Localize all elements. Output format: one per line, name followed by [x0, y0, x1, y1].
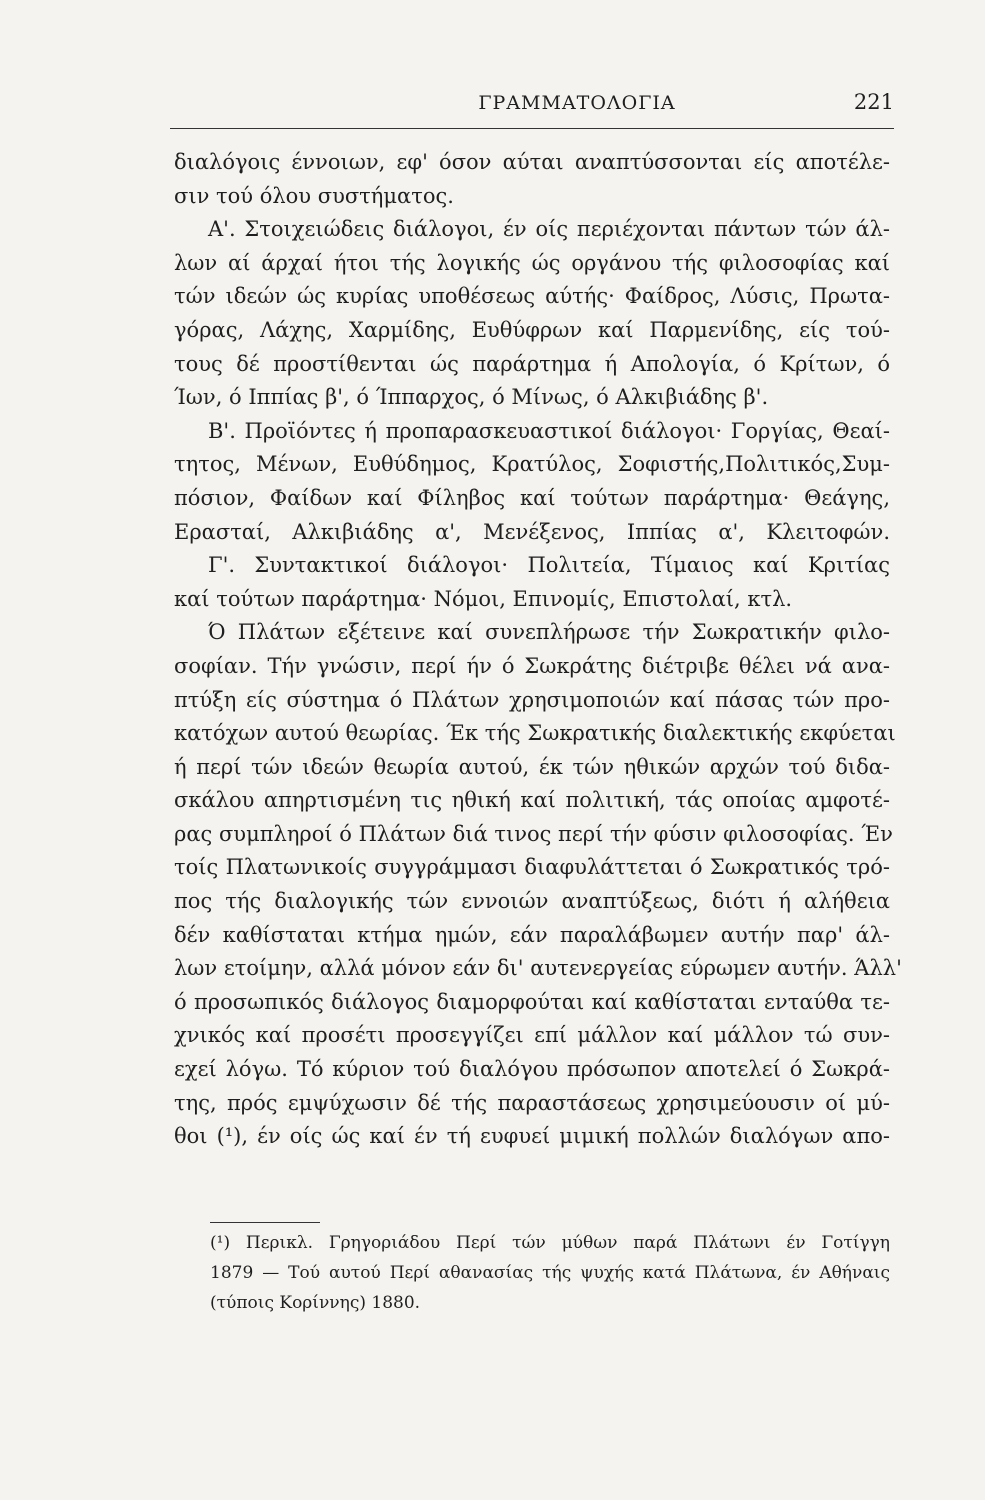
text-line: δέν καθίσταται κτήμα ημών, εάν παραλάβωμεν αυτήν παρ' άλ-: [174, 922, 890, 947]
text-line: Ερασταί, Αλκιβιάδης α', Μενέξενος, Ιππίας α', Κλειτοφών.: [174, 519, 890, 544]
footnotes: [210, 1228, 890, 1318]
footnote-line: (¹) Περικλ. Γρηγοριάδου Περί τών μύθων παρά Πλάτωνι έν Γοτίγγη: [210, 1233, 890, 1253]
footnote-rule: [210, 1222, 320, 1223]
text-line: Γ'. Συντακτικοί διάλογοι· Πολιτεία, Τίμαιος καί Κριτίας: [208, 553, 890, 578]
text-line: πόσιον, Φαίδων καί Φίληβος καί τούτων παράρτημα· Θεάγης,: [174, 485, 890, 510]
text-line: ή περί τών ιδεών θεωρία αυτού, έκ τών ηθικών αρχών τού διδα-: [174, 754, 890, 779]
text-line: πος τής διαλογικής τών εννοιών αναπτύξεως, διότι ή αλήθεια: [174, 889, 890, 914]
text-line: τών ιδεών ώς κυρίας υποθέσεως αύτής· Φαίδρος, Λύσις, Πρωτα-: [174, 284, 890, 309]
text-line: σκάλου απηρτισμένη τις ηθική καί πολιτική, τάς οποίας αμφοτέ-: [174, 788, 890, 813]
text-line: τοίς Πλατωνικοίς συγγράμμασι διαφυλάττεται ό Σωκρατικός τρό-: [174, 855, 890, 880]
page-number: 221: [853, 90, 894, 114]
text-line: χνικός καί προσέτι προσεγγίζει επί μάλλον καί μάλλον τώ συν-: [174, 1023, 890, 1048]
text-line: της, πρός εμψύχωσιν δέ τής παραστάσεως χρησιμεύουσιν οί μύ-: [174, 1090, 890, 1115]
text-line: διαλόγοις έννοιων, εφ' όσον αύται αναπτύσσονται είς αποτέλε-: [174, 150, 890, 174]
text-line: σιν τού όλου συστήματος.: [174, 183, 454, 208]
text-line: Β'. Προϊόντες ή προπαρασκευαστικοί διάλογοι· Γοργίας, Θεαί-: [208, 418, 890, 443]
text-line: λων αί άρχαί ήτοι τής λογικής ώς οργάνου τής φιλοσοφίας καί: [174, 250, 890, 275]
text-line: ρας συμπληροί ό Πλάτων διά τινος περί τήν φύσιν φιλοσοφίας. Έν: [174, 821, 893, 846]
text-line: πτύξη είς σύστημα ό Πλάτων χρησιμοποιών καί πάσας τών προ-: [174, 687, 890, 712]
text-line: Ό Πλάτων εξέτεινε καί συνεπλήρωσε τήν Σωκρατικήν φιλο-: [208, 620, 890, 645]
text-line: καί τούτων παράρτημα· Νόμοι, Επινομίς, Επιστολαί, κτλ.: [174, 586, 793, 611]
body-text: [174, 146, 902, 1154]
text-line: γόρας, Λάχης, Χαρμίδης, Ευθύφρων καί Παρμενίδης, είς τού-: [174, 317, 890, 342]
text-line: λων ετοίμην, αλλά μόνον εάν δι' αυτενεργείας εύρωμεν αυτήν. Άλλ': [174, 956, 902, 981]
text-line: Ίων, ό Ιππίας β', ό Ίππαρχος, ό Μίνως, ό Αλκιβιάδης β'.: [174, 385, 769, 410]
text-line: κατόχων αυτού θεωρίας. Έκ τής Σωκρατικής διαλεκτικής εκφύεται: [174, 721, 896, 746]
text-line: τητος, Μένων, Ευθύδημος, Κρατύλος, Σοφιστής,Πολιτικός,Συμ-: [174, 452, 890, 477]
text-line: τους δέ προστίθενται ώς παράρτημα ή Απολογία, ό Κρίτων, ό: [174, 351, 890, 376]
header-rule: [170, 128, 894, 129]
footnote-line: 1879 — Τού αυτού Περί αθανασίας τής ψυχής κατά Πλάτωνα, έν Αθήναις: [210, 1263, 890, 1283]
running-title: ΓΡΑΜΜΑΤΟΛΟΓΙΑ: [478, 92, 676, 114]
text-line: ό προσωπικός διάλογος διαμορφούται καί καθίσταται ενταύθα τε-: [174, 989, 890, 1014]
footnote-line: (τύποις Κορίννης) 1880.: [210, 1293, 421, 1313]
text-line: Α'. Στοιχειώδεις διάλογοι, έν οίς περιέχονται πάντων τών άλ-: [208, 217, 890, 242]
text-line: θοι (¹), έν οίς ώς καί έν τή ευφυεί μιμική πολλών διαλόγων απο-: [174, 1124, 890, 1149]
text-line: εχεί λόγω. Τό κύριον τού διαλόγου πρόσωπον αποτελεί ό Σωκρά-: [174, 1057, 890, 1082]
page-header: [170, 92, 894, 122]
text-line: σοφίαν. Τήν γνώσιν, περί ήν ό Σωκράτης διέτριβε θέλει νά ανα-: [174, 653, 890, 678]
